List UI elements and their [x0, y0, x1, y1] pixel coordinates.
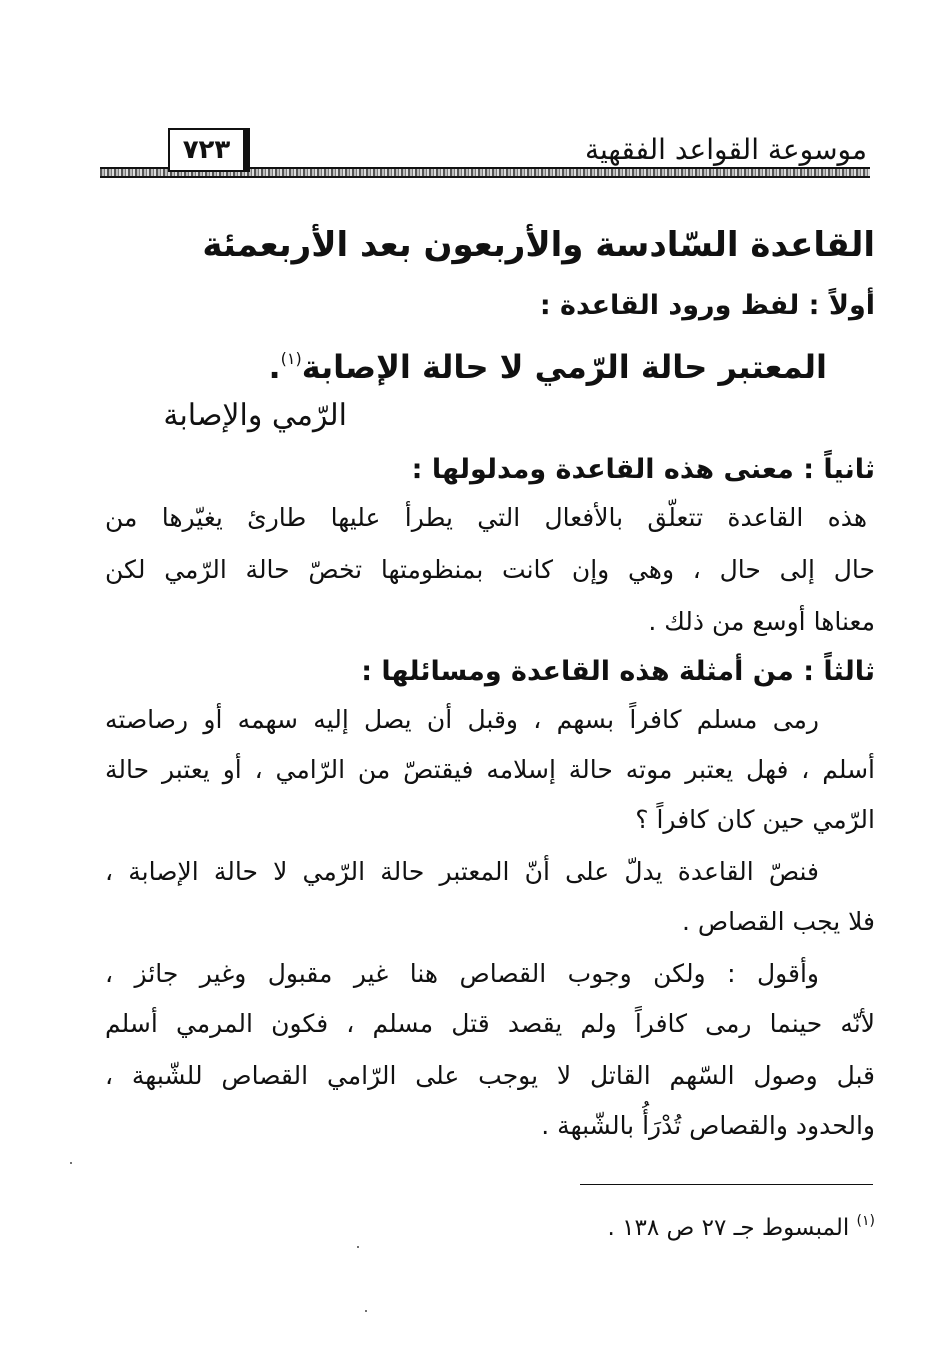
paragraph-line: والحدود والقصاص تُدْرَأُ بالشّبهة .	[541, 1111, 875, 1140]
scan-speck	[365, 1310, 367, 1312]
footnote	[607, 1204, 875, 1245]
footnote-divider	[580, 1184, 873, 1185]
footnote-marker: (١)	[856, 1213, 875, 1229]
section-heading-1: أولاً : لفظ ورود القاعدة :	[539, 290, 875, 321]
scan-speck	[357, 1246, 359, 1248]
paragraph-line: معناها أوسع من ذلك .	[648, 607, 875, 636]
paragraph-line: رمى مسلم كافراً بسهم ، وقبل أن يصل إليه سهمه أو رصاصته	[105, 705, 819, 734]
paragraph-line: لأنّه حينما رمى كافراً ولم يقصد قتل مسلم ، فكون المرمي أسلم	[105, 1009, 875, 1038]
paragraph-line: فلا يجب القصاص .	[681, 907, 875, 936]
paragraph-line: الرّمي حين كان كافراً ؟	[635, 805, 875, 834]
running-header-book-title: موسوعة القواعد الفقهية	[584, 133, 867, 166]
rule-text: المعتبر حالة الرّمي لا حالة الإصابة	[301, 348, 827, 386]
section-heading-3: ثالثاً : من أمثلة هذه القاعدة ومسائلها :	[361, 656, 875, 687]
paragraph-line: حال إلى حال ، وهي وإن كانت بمنظومتها تخصّ حالة الرّمي لكن	[105, 555, 875, 584]
rule-end: .	[268, 348, 281, 386]
page-number: ٧٢٣	[168, 128, 250, 172]
paragraph-line: هذه القاعدة تتعلّق بالأفعال التي يطرأ عليها طارئ يغيّرها من	[105, 503, 867, 532]
main-heading: القاعدة السّادسة والأربعون بعد الأربعمئة	[202, 225, 875, 265]
scan-speck	[70, 1162, 72, 1164]
rule-keyword: الرّمي والإصابة	[163, 398, 347, 433]
paragraph-line: أسلم ، فهل يعتبر موته حالة إسلامه فيقتصّ من الرّامي ، أو يعتبر حالة	[105, 755, 875, 784]
section-heading-2: ثانياً : معنى هذه القاعدة ومدلولها :	[411, 454, 875, 485]
footnote-text: المبسوط جـ ٢٧ ص ١٣٨ .	[607, 1215, 850, 1241]
paragraph-line: فنصّ القاعدة يدلّ على أنّ المعتبر حالة الرّمي لا حالة الإصابة ،	[105, 857, 819, 886]
rule-footnote-ref: (١)	[280, 349, 302, 368]
paragraph-line: وأقول : ولكن وجوب القصاص هنا غير مقبول وغير جائز ،	[105, 959, 819, 988]
rule-statement	[268, 336, 827, 390]
paragraph-line: قبل وصول السّهم القاتل لا يوجب على الرّامي القصاص للشّبهة ،	[105, 1061, 875, 1090]
